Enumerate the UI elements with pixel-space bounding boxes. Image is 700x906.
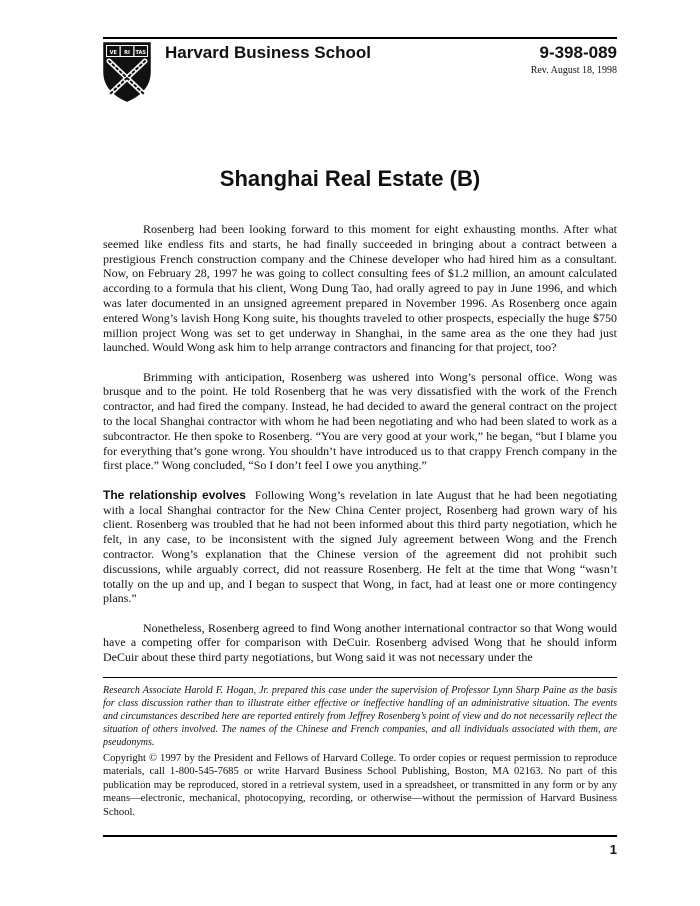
revision-date: Rev. August 18, 1998 [530,65,617,76]
header-rule [103,37,617,39]
body-paragraph-3 [103,488,617,606]
copyright-notice: Copyright © 1997 by the President and Fellows of Harvard College. To order copies or request permission to reproduce materials, call 1-800-545-7685 or write Harvard Business School Publishing, Boston, MA 02163. No part of this publication may be reproduced, stored in a retrieval system, used in a spreadsheet, or transmitted in any form or by any means—electronic, mechanical, photocopying, recording, or otherwise—without the permission of Harvard Business School. [103,753,617,818]
body-paragraph-4: Nonetheless, Rosenberg agreed to find Wong another international contractor so that Wong would have a competing offer for comparison with DeCuir. Rosenberg advised Wong that he should inform DeCuir about these third party negotiations, but Wong said it was not necessary under the [103,620,617,665]
school-name: Harvard Business School [165,43,371,62]
footnote-rule [103,677,617,678]
footer-rule [103,835,617,837]
harvard-shield-logo [103,42,151,102]
body-paragraph-1: Rosenberg had been looking forward to this moment for eight exhausting months. After what seemed like endless fits and starts, he had finally succeeded in bringing about a contract between a prestigious French construction company and the Chinese developer who had hired him as a consultant. Now, on February 28, 1997 he was going to collect consulting fees of $1.2 million, an amount calculated according to a formula that his client, Wong Dung Tao, had orally agreed to pay in June 1996, and which was later documented in an unsigned agreement prepared in November 1996. As Rosenberg once again entered Wong’s lavish Hong Kong suite, his thoughts traveled to other prospects, especially the huge $750 million project Wong was set to get underway in Shanghai, in the same area as the one they had just launched. Would Wong ask him to help arrange contractors and financing for that project, too? [103,222,617,355]
case-number: 9-398-089 [539,43,617,62]
body-paragraph-3-text: Following Wong’s revelation in late August that he had been negotiating with a local Shanghai contractor for the New China Center project, Rosenberg had grown wary of his client. Rosenberg was troubled that he had not been informed about this third party negotiation, which he felt, in any case, to be inconsistent with the signed July agreement between Wong and the French contractor. Wong’s explanation that the Chinese version of the agreement did not prohibit such discussions, while arguably correct, did not reassure Rosenberg. He felt at the time that Wong “wasn’t totally on the up and up, and I began to suspect that Wong, in fact, had at least one or more contingency plans.” [103,487,618,606]
svg-text:RI: RI [124,50,130,56]
author-footnote: Research Associate Harold F. Hogan, Jr. prepared this case under the supervision of Professor Lynn Sharp Paine as the basis for class discussion rather than to illustrate either effective or ineffective handling of an administrative situation. The events and circumstances described here are reported entirely from Jeffrey Rosenberg’s point of view and do not necessarily reflect the situation of others involved. The names of the Chinese and French companies, and all individuals associated with them, are pseudonyms. [103,685,617,749]
section-heading: The relationship evolves [103,487,246,502]
svg-text:VE: VE [109,50,117,56]
case-body [103,222,617,680]
body-paragraph-2: Brimming with anticipation, Rosenberg was ushered into Wong’s personal office. Wong was brusque and to the point. He told Rosenberg that he was very dissatisfied with the work of the French contractor, and had fired the company. Instead, he had decided to award the general contract on the project to the local Shanghai contractor with whom he had been negotiating and who had been slated to work as a subcontractor. He then spoke to Rosenberg. “You are very good at your work,” he began, “but I blame you for everything that’s gone wrong. You shouldn’t have introduced us to that crappy French company in the first place.” Wong concluded, “So I don’t feel I owe you anything.” [103,369,617,473]
svg-text:TAS: TAS [135,50,146,56]
case-title: Shanghai Real Estate (B) [219,166,481,191]
page-number: 1 [609,842,617,857]
